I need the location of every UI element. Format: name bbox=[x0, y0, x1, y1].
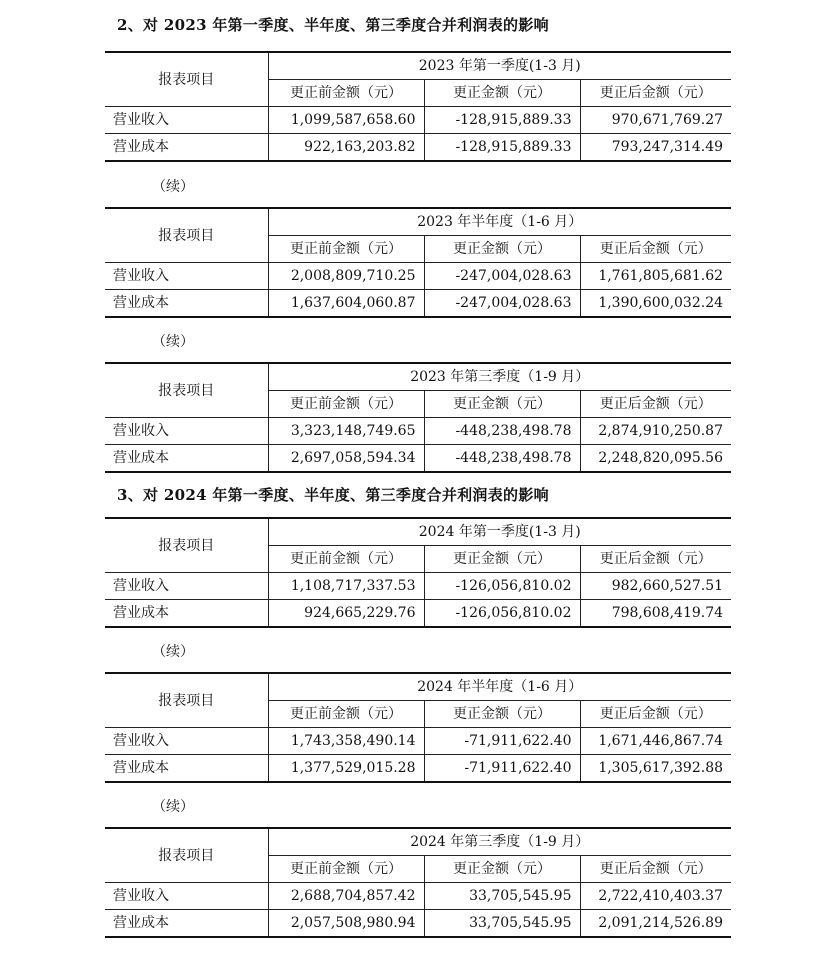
after-value: 2,874,910,250.87 bbox=[580, 418, 731, 445]
before-value: 922,163,203.82 bbox=[268, 134, 424, 162]
period-header: 2024 年第一季度(1-3 月) bbox=[268, 518, 731, 546]
period-header: 2023 年第一季度(1-3 月) bbox=[268, 52, 731, 80]
row-label: 营业成本 bbox=[105, 910, 268, 938]
period-header: 2023 年半年度（1-6 月） bbox=[268, 208, 731, 236]
after-value: 1,761,805,681.62 bbox=[580, 263, 731, 290]
item-header: 报表项目 bbox=[105, 518, 268, 573]
after-header: 更正后金额（元） bbox=[580, 701, 731, 728]
change-value: 33,705,545.95 bbox=[424, 883, 580, 910]
row-label: 营业收入 bbox=[105, 573, 268, 600]
before-value: 2,688,704,857.42 bbox=[268, 883, 424, 910]
before-header: 更正前金额（元） bbox=[268, 856, 424, 883]
table-row bbox=[105, 290, 731, 318]
after-value: 1,305,617,392.88 bbox=[598, 760, 724, 776]
change-value: -247,004,028.63 bbox=[424, 263, 580, 290]
change-header: 更正金额（元） bbox=[424, 701, 580, 728]
row-label: 营业收入 bbox=[105, 728, 268, 755]
before-value: 2,008,809,710.25 bbox=[268, 263, 424, 290]
after-value: 2,248,820,095.56 bbox=[598, 450, 723, 466]
section-heading-2024: 3、对 2024 年第一季度、半年度、第三季度合并利润表的影响 bbox=[117, 486, 549, 504]
before-value: 1,099,587,658.60 bbox=[268, 107, 424, 134]
section-heading-2023: 2、对 2023 年第一季度、半年度、第三季度合并利润表的影响 bbox=[117, 16, 549, 34]
table-row bbox=[105, 728, 731, 755]
before-value: 1,743,358,490.14 bbox=[268, 728, 424, 755]
after-value: 1,671,446,867.74 bbox=[580, 728, 731, 755]
after-value: 2,091,214,526.89 bbox=[598, 915, 723, 931]
change-value: -71,911,622.40 bbox=[424, 728, 580, 755]
change-value: -247,004,028.63 bbox=[424, 290, 580, 318]
table-row bbox=[105, 755, 731, 783]
after-value: 1,390,600,032.24 bbox=[598, 295, 724, 311]
before-value: 1,377,529,015.28 bbox=[268, 755, 424, 783]
row-label: 营业收入 bbox=[105, 107, 268, 134]
change-value: -448,238,498.78 bbox=[424, 418, 580, 445]
item-header: 报表项目 bbox=[105, 208, 268, 263]
change-value: -71,911,622.40 bbox=[424, 755, 580, 783]
change-header: 更正金额（元） bbox=[424, 80, 580, 107]
after-value: 798,608,419.74 bbox=[611, 605, 724, 621]
row-label: 营业成本 bbox=[105, 600, 268, 628]
period-header: 2023 年第三季度（1-9 月） bbox=[268, 363, 731, 391]
change-header: 更正金额（元） bbox=[424, 546, 580, 573]
table-2024-q3 bbox=[105, 827, 731, 938]
before-value: 924,665,229.76 bbox=[268, 600, 424, 628]
after-value: 970,671,769.27 bbox=[580, 107, 731, 134]
item-header: 报表项目 bbox=[105, 828, 268, 883]
row-label: 营业成本 bbox=[105, 134, 268, 162]
after-value: 793,247,314.49 bbox=[611, 139, 724, 155]
table-row bbox=[105, 910, 731, 938]
table-row bbox=[105, 107, 731, 134]
table-2023-q1 bbox=[105, 51, 731, 162]
change-value: -128,915,889.33 bbox=[424, 134, 580, 162]
table-2024-h1 bbox=[105, 672, 731, 783]
after-value: 2,722,410,403.37 bbox=[580, 883, 731, 910]
change-value: -128,915,889.33 bbox=[424, 107, 580, 134]
before-header: 更正前金额（元） bbox=[268, 80, 424, 107]
period-header: 2024 年第三季度（1-9 月） bbox=[268, 828, 731, 856]
continued-label: （续） bbox=[152, 644, 194, 660]
table-row bbox=[105, 134, 731, 162]
item-header: 报表项目 bbox=[105, 363, 268, 418]
after-header: 更正后金额（元） bbox=[580, 236, 731, 263]
before-header: 更正前金额（元） bbox=[268, 701, 424, 728]
after-header: 更正后金额（元） bbox=[580, 856, 731, 883]
continued-label: （续） bbox=[152, 799, 194, 815]
before-value: 3,323,148,749.65 bbox=[268, 418, 424, 445]
change-value: -448,238,498.78 bbox=[424, 445, 580, 473]
change-header: 更正金额（元） bbox=[424, 856, 580, 883]
item-header: 报表项目 bbox=[105, 673, 268, 728]
before-header: 更正前金额（元） bbox=[268, 236, 424, 263]
table-2024-q1 bbox=[105, 517, 731, 628]
change-value: 33,705,545.95 bbox=[424, 910, 580, 938]
change-header: 更正金额（元） bbox=[424, 391, 580, 418]
table-2023-q3 bbox=[105, 362, 731, 473]
table-row bbox=[105, 573, 731, 600]
continued-label: （续） bbox=[152, 179, 194, 195]
row-label: 营业成本 bbox=[105, 290, 268, 318]
item-header: 报表项目 bbox=[105, 52, 268, 107]
row-label: 营业收入 bbox=[105, 418, 268, 445]
row-label: 营业收入 bbox=[105, 263, 268, 290]
row-label: 营业成本 bbox=[105, 755, 268, 783]
table-row bbox=[105, 600, 731, 628]
before-value: 1,637,604,060.87 bbox=[268, 290, 424, 318]
change-header: 更正金额（元） bbox=[424, 236, 580, 263]
change-value: -126,056,810.02 bbox=[424, 573, 580, 600]
after-header: 更正后金额（元） bbox=[580, 546, 731, 573]
before-value: 2,057,508,980.94 bbox=[268, 910, 424, 938]
table-row bbox=[105, 263, 731, 290]
continued-label: （续） bbox=[152, 334, 194, 350]
before-value: 1,108,717,337.53 bbox=[268, 573, 424, 600]
before-header: 更正前金额（元） bbox=[268, 391, 424, 418]
before-header: 更正前金额（元） bbox=[268, 546, 424, 573]
row-label: 营业收入 bbox=[105, 883, 268, 910]
table-row bbox=[105, 445, 731, 473]
after-value: 982,660,527.51 bbox=[580, 573, 731, 600]
change-value: -126,056,810.02 bbox=[424, 600, 580, 628]
after-header: 更正后金额（元） bbox=[580, 80, 731, 107]
before-value: 2,697,058,594.34 bbox=[268, 445, 424, 473]
table-row bbox=[105, 418, 731, 445]
table-2023-h1 bbox=[105, 207, 731, 318]
period-header: 2024 年半年度（1-6 月） bbox=[268, 673, 731, 701]
after-header: 更正后金额（元） bbox=[580, 391, 731, 418]
row-label: 营业成本 bbox=[105, 445, 268, 473]
table-row bbox=[105, 883, 731, 910]
